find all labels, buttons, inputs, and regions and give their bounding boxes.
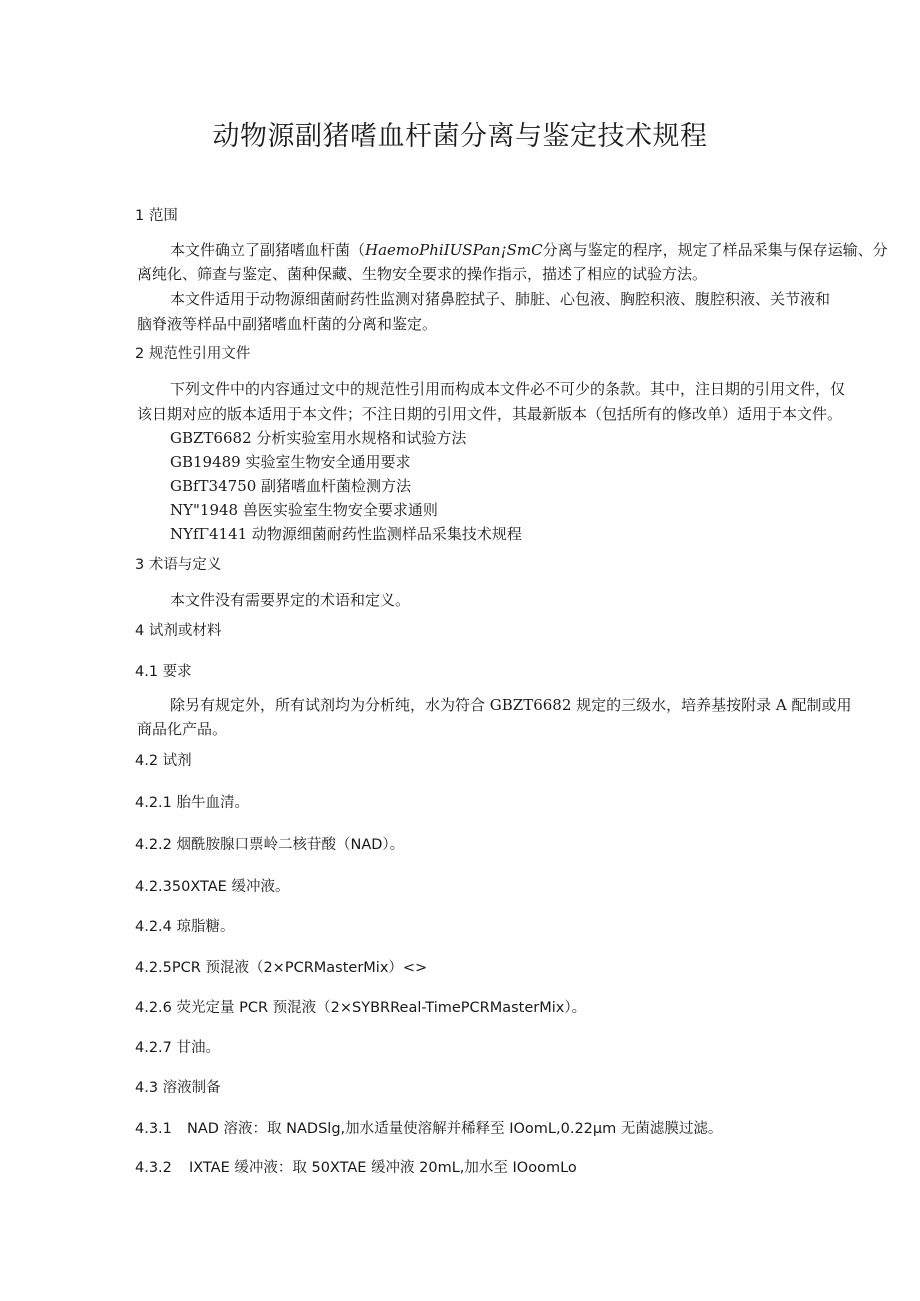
reagent-item: 4.2.6 荧光定量 PCR 预混液（2×SYBRReal-TimePCRMasterMix）。 xyxy=(135,1000,587,1016)
solution-item-4-3-2 xyxy=(135,1159,577,1177)
species-name: HaemoPhiIUSPan¡SmC xyxy=(365,241,543,259)
solution-text: NAD 溶液：取 NADSlg,加水适量使溶解并稀释至 IOomL,0.22μm 无菌滤膜过滤。 xyxy=(187,1121,723,1137)
solution-number: 4.3.2 xyxy=(135,1160,172,1176)
scope-paragraph-2-line-2: 脑脊液等样品中副猪嗜血杆菌的分离和鉴定。 xyxy=(137,315,438,333)
requirements-line-1: 除另有规定外，所有试剂均为分析纯，水为符合 GBZT6682 规定的三级水，培养基按附录 A 配制或用 xyxy=(170,696,852,714)
scope-text-a: 本文件确立了副猪嗜血杆菌（ xyxy=(170,241,366,259)
scope-paragraph-1-line-2: 离纯化、筛查与鉴定、菌种保藏、生物安全要求的操作指示，描述了相应的试验方法。 xyxy=(137,265,708,283)
section-2-heading: 2 规范性引用文件 xyxy=(135,346,251,362)
solution-number: 4.3.1 xyxy=(135,1121,172,1137)
reagent-item: 4.2.7 甘油。 xyxy=(135,1040,221,1056)
reagent-item: 4.2.2 烟酰胺腺口票岭二核苷酸（NAD）。 xyxy=(135,837,405,853)
reference-item: GB19489 实验室生物安全通用要求 xyxy=(170,453,411,471)
section-4-3-heading: 4.3 溶液制备 xyxy=(135,1080,221,1096)
scope-paragraph-2-line-1: 本文件适用于动物源细菌耐药性监测对猪鼻腔拭子、肺脏、心包液、胸腔积液、腹腔积液、关节液和 xyxy=(170,290,831,308)
references-intro-line-1: 下列文件中的内容通过文中的规范性引用而构成本文件必不可少的条款。其中，注日期的引用文件，仅 xyxy=(170,380,846,398)
reagent-item: 4.2.5PCR 预混液（2×PCRMasterMix）<> xyxy=(135,960,428,976)
scope-text-b: 分离与鉴定的程序，规定了样品采集与保存运输、分 xyxy=(542,241,888,259)
reagent-item: 4.2.4 琼脂糖。 xyxy=(135,919,235,935)
reference-item: GBfT34750 副猪嗜血杆菌检测方法 xyxy=(170,477,412,495)
section-3-heading: 3 术语与定义 xyxy=(135,557,222,573)
scope-paragraph-1-line-1 xyxy=(170,241,888,259)
section-4-heading: 4 试剂或材料 xyxy=(135,623,222,639)
terms-paragraph: 本文件没有需要界定的术语和定义。 xyxy=(170,591,411,609)
reagent-item: 4.2.350XTAE 缓冲液。 xyxy=(135,879,290,895)
reference-item: NY"1948 兽医实验室生物安全要求通则 xyxy=(170,501,438,519)
reference-item: NYfΓ4141 动物源细菌耐药性监测样品采集技术规程 xyxy=(170,525,522,543)
section-4-2-heading: 4.2 试剂 xyxy=(135,753,192,769)
solution-item-4-3-1 xyxy=(135,1120,722,1138)
section-4-1-heading: 4.1 要求 xyxy=(135,664,192,680)
section-1-heading: 1 范围 xyxy=(135,208,178,224)
document-title: 动物源副猪嗜血杆菌分离与鉴定技术规程 xyxy=(212,121,708,152)
references-intro-line-2: 该日期对应的版本适用于本文件；不注日期的引用文件，其最新版本（包括所有的修改单）适用于本文件。 xyxy=(137,405,843,423)
solution-text: IXTAE 缓冲液：取 50XTAE 缓冲液 20mL,加水至 IOoomLo xyxy=(189,1160,577,1176)
reagent-item: 4.2.1 胎牛血清。 xyxy=(135,795,250,811)
reference-item: GBZT6682 分析实验室用水规格和试验方法 xyxy=(170,429,467,447)
requirements-line-2: 商品化产品。 xyxy=(137,720,228,738)
